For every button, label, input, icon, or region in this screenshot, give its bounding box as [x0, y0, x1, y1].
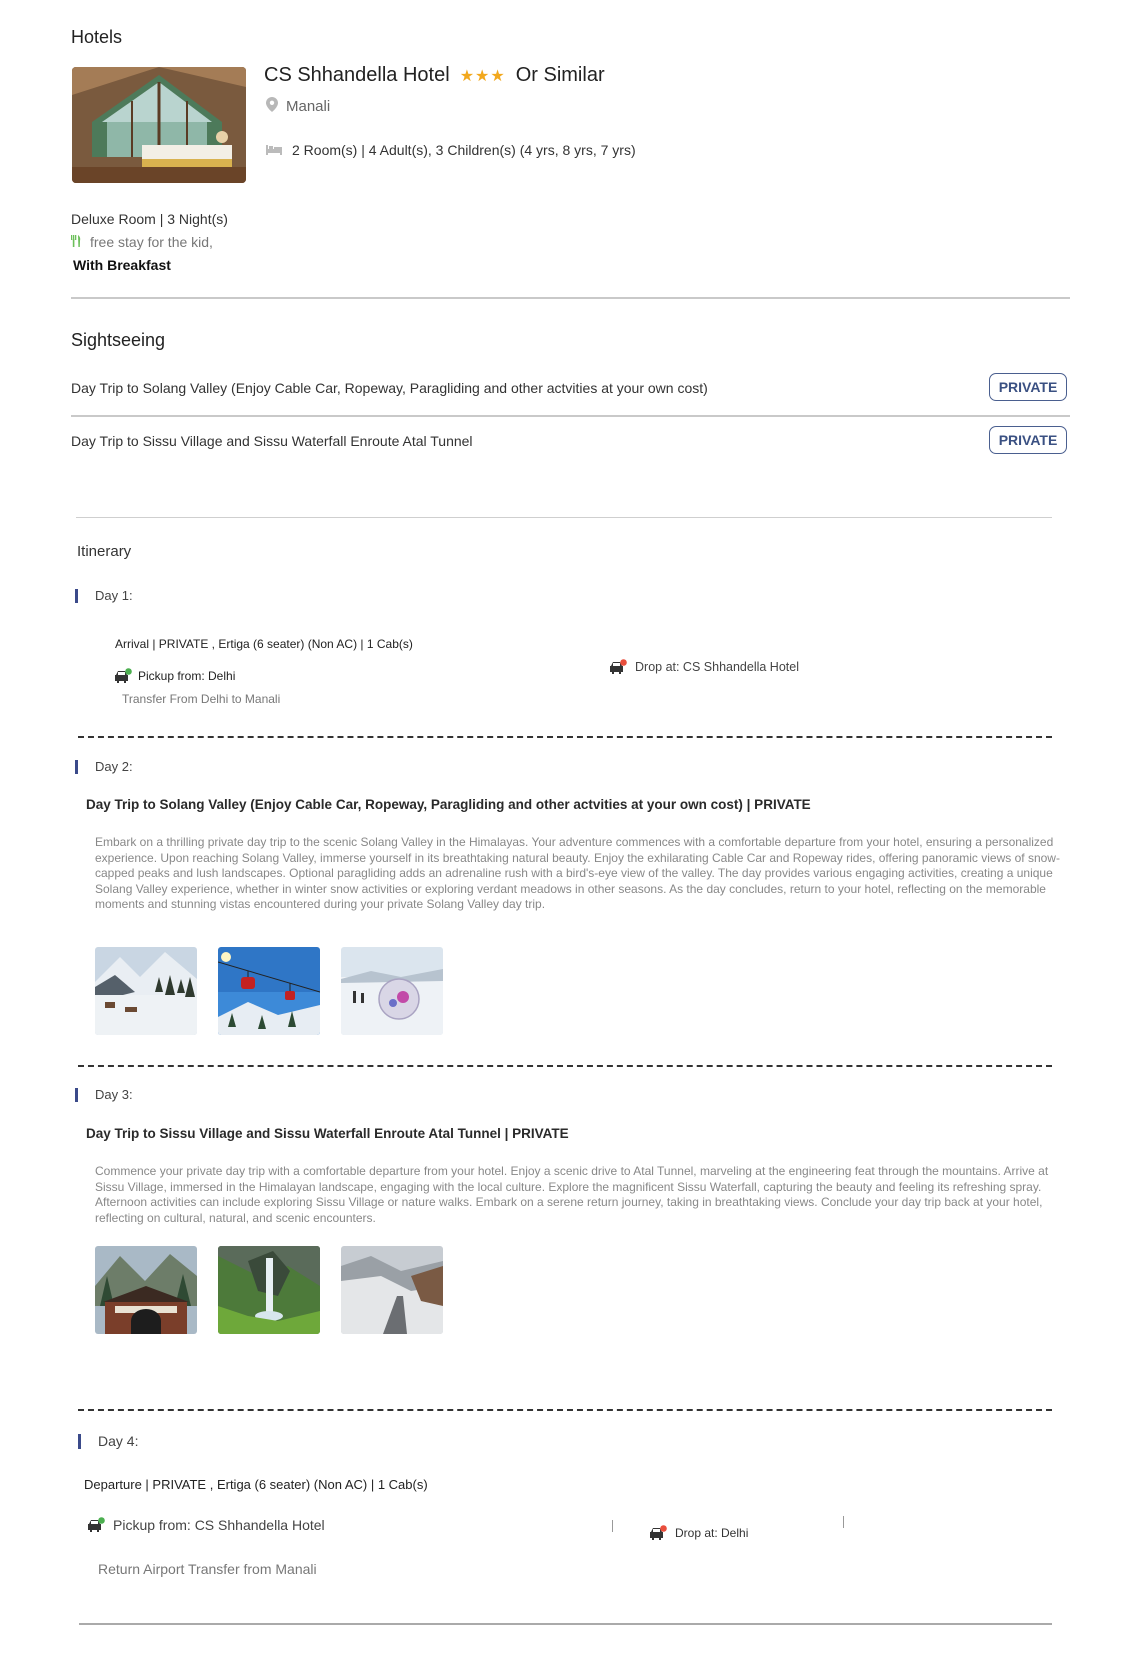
day4-note: Return Airport Transfer from Manali — [98, 1561, 317, 1577]
day-separator — [78, 1065, 1052, 1067]
itinerary-heading: Itinerary — [77, 543, 132, 560]
cab-pickup-icon — [87, 1517, 105, 1533]
separator-tick — [612, 1520, 613, 1532]
day1-drop-text: Drop at: CS Shhandella Hotel — [635, 660, 799, 674]
day2-photo-cable-car — [218, 947, 320, 1035]
day3-description: Commence your private day trip with a comfortable departure from your hotel. Enjoy a scenic drive to Atal Tunnel, marveling at the engineering feat through the mountains. Arrive at Sissu Village, immersed in the Himalayan landscape, engaging with the local culture. Explore the magnificent Sissu Waterfall, capturing the beauty and feeling its refreshing spray. Afternoon activities can include exploring Sissu Village or nature walks. Embark on a serene return journey, taking in breathtaking views. Conclude your day trip back at your hotel, reflecting on cultural, natural, and scenic encounters. — [95, 1164, 1049, 1225]
day-marker — [75, 760, 78, 774]
room-info: Deluxe Room | 3 Night(s) — [71, 211, 228, 227]
sightseeing-item-label: Day Trip to Sissu Village and Sissu Waterfall Enroute Atal Tunnel — [71, 433, 473, 449]
divider — [76, 517, 1052, 518]
cab-drop-icon — [609, 659, 627, 675]
private-badge[interactable]: PRIVATE — [989, 426, 1067, 454]
divider — [71, 297, 1070, 299]
day-separator — [78, 1409, 1052, 1411]
kid-perk-text: free stay for the kid, — [90, 234, 213, 250]
hotel-photo — [72, 67, 246, 183]
day4-drop — [649, 1525, 748, 1541]
day2-title: Day Trip to Solang Valley (Enjoy Cable Car, Ropeway, Paragliding and other actvities at your own cost) | PRIVATE — [86, 797, 811, 812]
day2-label: Day 2: — [95, 759, 133, 774]
divider — [71, 415, 1070, 417]
day-separator — [78, 736, 1052, 738]
day1-transfer-title: Arrival | PRIVATE , Ertiga (6 seater) (Non AC) | 1 Cab(s) — [115, 637, 413, 651]
day3-photo-waterfall — [218, 1246, 320, 1334]
hotel-occupancy — [266, 142, 636, 158]
day3-photo-snow-road — [341, 1246, 443, 1334]
kid-perk — [71, 234, 213, 250]
day1-pickup — [114, 668, 235, 684]
sightseeing-item-label: Day Trip to Solang Valley (Enjoy Cable Car, Ropeway, Paragliding and other actvities at your own cost) — [71, 380, 708, 396]
hotel-title-row — [264, 64, 605, 87]
divider — [79, 1623, 1052, 1625]
day2-description: Embark on a thrilling private day trip to the scenic Solang Valley in the Himalayas. Your adventure commences with a comfortable departure from your hotel, ensuring a personalized experience. Upon reaching Solang Valley, immerse yourself in its breathtaking natural beauty. Enjoy the exhilarating Cable Car and Ropeway rides, offering panoramic views of snow-capped peaks and lush landscapes. Optional paragliding adds an adrenaline rush with a bird's-eye view of the valley. The day provides various engaging activities, creating a unique Solang Valley experience, whether in winter snow activities or exploring verdant meadows in other seasons. As the day concludes, return to your hotel, reflecting on the memorable moments and stunning vistas encountered during your private Solang Valley day trip. — [95, 835, 1060, 911]
bed-icon — [266, 142, 282, 158]
day-marker — [78, 1434, 81, 1449]
day1-pickup-text: Pickup from: Delhi — [138, 669, 236, 683]
separator-tick — [843, 1516, 844, 1528]
hotel-location — [266, 97, 330, 116]
occupancy-text: 2 Room(s) | 4 Adult(s), 3 Children(s) (4 yrs, 8 yrs, 7 yrs) — [292, 142, 636, 158]
private-badge[interactable]: PRIVATE — [989, 373, 1067, 401]
day4-transfer-title: Departure | PRIVATE , Ertiga (6 seater) (Non AC) | 1 Cab(s) — [84, 1477, 428, 1492]
cab-pickup-icon — [114, 668, 132, 684]
day3-photo-atal-tunnel — [95, 1246, 197, 1334]
hotel-name: CS Shhandella Hotel — [264, 64, 450, 86]
day4-pickup — [87, 1517, 325, 1533]
day-marker — [75, 1088, 78, 1102]
fork-knife-icon — [71, 234, 82, 250]
day1-drop — [609, 659, 799, 675]
star-rating: ★★★ — [459, 67, 506, 85]
meal-plan: With Breakfast — [73, 257, 171, 273]
day4-pickup-text: Pickup from: CS Shhandella Hotel — [113, 1517, 325, 1533]
day4-drop-text: Drop at: Delhi — [675, 1526, 749, 1540]
day1-label: Day 1: — [95, 588, 133, 603]
day2-photo-zorbing — [341, 947, 443, 1035]
day4-label: Day 4: — [98, 1433, 139, 1449]
or-similar-label: Or Similar — [515, 64, 605, 86]
day2-photo-snow-valley — [95, 947, 197, 1035]
day1-note: Transfer From Delhi to Manali — [122, 692, 281, 706]
hotels-heading: Hotels — [71, 27, 123, 47]
day3-title: Day Trip to Sissu Village and Sissu Waterfall Enroute Atal Tunnel | PRIVATE — [86, 1126, 569, 1141]
day3-label: Day 3: — [95, 1087, 133, 1102]
cab-drop-icon — [649, 1525, 667, 1541]
location-pin-icon — [266, 97, 278, 116]
location-text: Manali — [286, 98, 331, 115]
day-marker — [75, 589, 78, 603]
sightseeing-heading: Sightseeing — [71, 330, 166, 350]
